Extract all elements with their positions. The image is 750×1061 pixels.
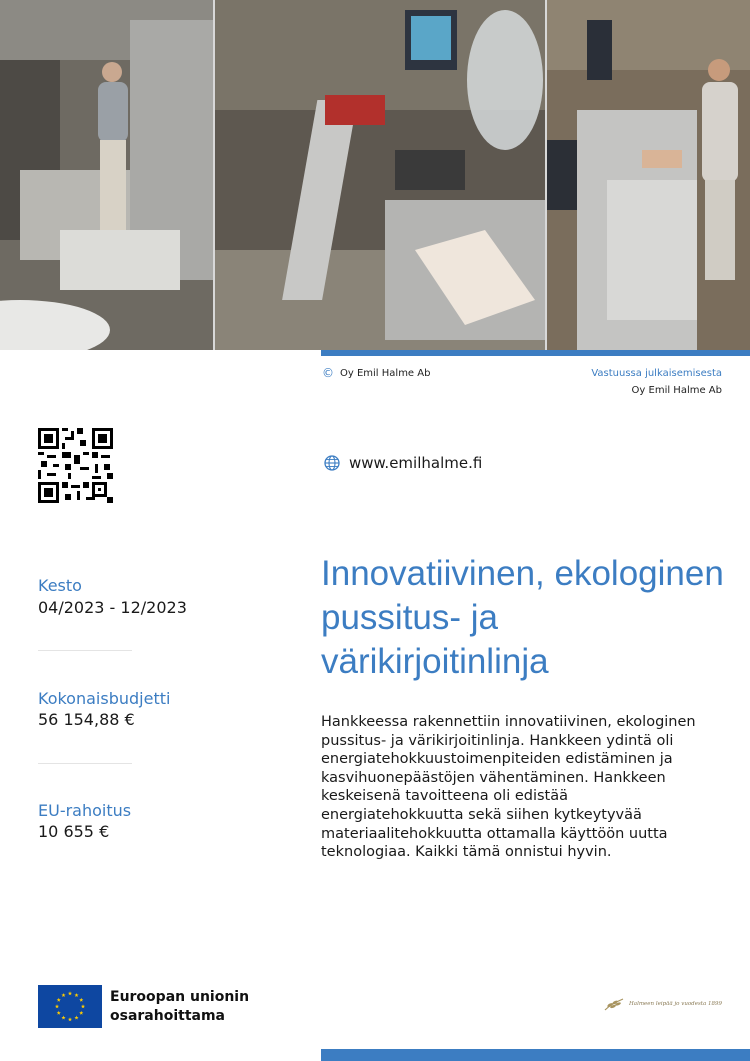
eu-star [61,1016,65,1020]
bagging-machine-photo [215,0,545,350]
eu-star [68,991,72,995]
eu-star [61,993,65,997]
top-accent-bar [321,350,750,356]
eu-star [79,1011,83,1015]
eu-star [57,1011,61,1015]
duration-label: Kesto [38,576,82,595]
duration-value: 04/2023 - 12/2023 [38,598,187,617]
photo-credit [322,366,430,380]
brand-logo [603,993,723,1015]
eu-star [68,1017,72,1021]
eu-star [55,1004,59,1008]
eu-star [74,993,78,997]
factory-worker-photo [0,0,215,350]
budget-value: 56 154,88 € [38,710,135,729]
credit-text: Oy Emil Halme Ab [340,367,431,379]
packing-line-photo [547,0,750,350]
bottom-accent-bar [321,1049,750,1061]
eu-cofunding-label [110,988,249,1026]
wheat-icon [603,996,625,1012]
globe-icon [324,455,340,471]
eu-star [74,1016,78,1020]
project-description: Hankkeessa rakennettiin innovatiivinen, ekologinen pussitus- ja värikirjoitinlinja. Hankkeen ydintä oli energiatehokkuustoimenpiteiden edistäminen ja kasvihuonepäästöjen vähentäminen. Hankkeen keskeisenä tavoitteena oli edistää energiatehokkuutta sekä siihen kytkeytyvää materiaalitehokkuutta ottamalla käyttöön uutta teknologiaa. Kaikki tämä onnistui hyvin. [321,714,696,861]
eu-line-2: osarahoittama [110,1008,226,1024]
header-photo-strip [0,0,750,350]
eu-star [57,998,61,1002]
qr-code[interactable] [38,428,113,503]
eu-line-1: Euroopan unionin [110,989,250,1005]
eu-funding-value: 10 655 € [38,822,110,841]
brand-tagline: Halmeen leipää jo vuodesta 1899 [629,1001,723,1007]
eu-star [79,998,83,1002]
responsibility-label: Vastuussa julkaisemisesta [591,368,722,379]
info-divider [38,650,132,651]
info-divider [38,763,132,764]
qr-code-icon [38,428,113,503]
page-title: Innovatiivinen, ekologinen pussitus- ja värikirjoitinlinja [321,554,724,681]
eu-star [81,1004,85,1008]
copyright-icon: © [322,366,334,380]
responsibility-value: Oy Emil Halme Ab [631,385,722,396]
budget-label: Kokonaisbudjetti [38,689,171,708]
eu-funding-label: EU-rahoitus [38,801,132,820]
website-link[interactable] [324,454,482,472]
eu-flag-icon [38,985,102,1028]
website-url: www.emilhalme.fi [349,454,483,472]
